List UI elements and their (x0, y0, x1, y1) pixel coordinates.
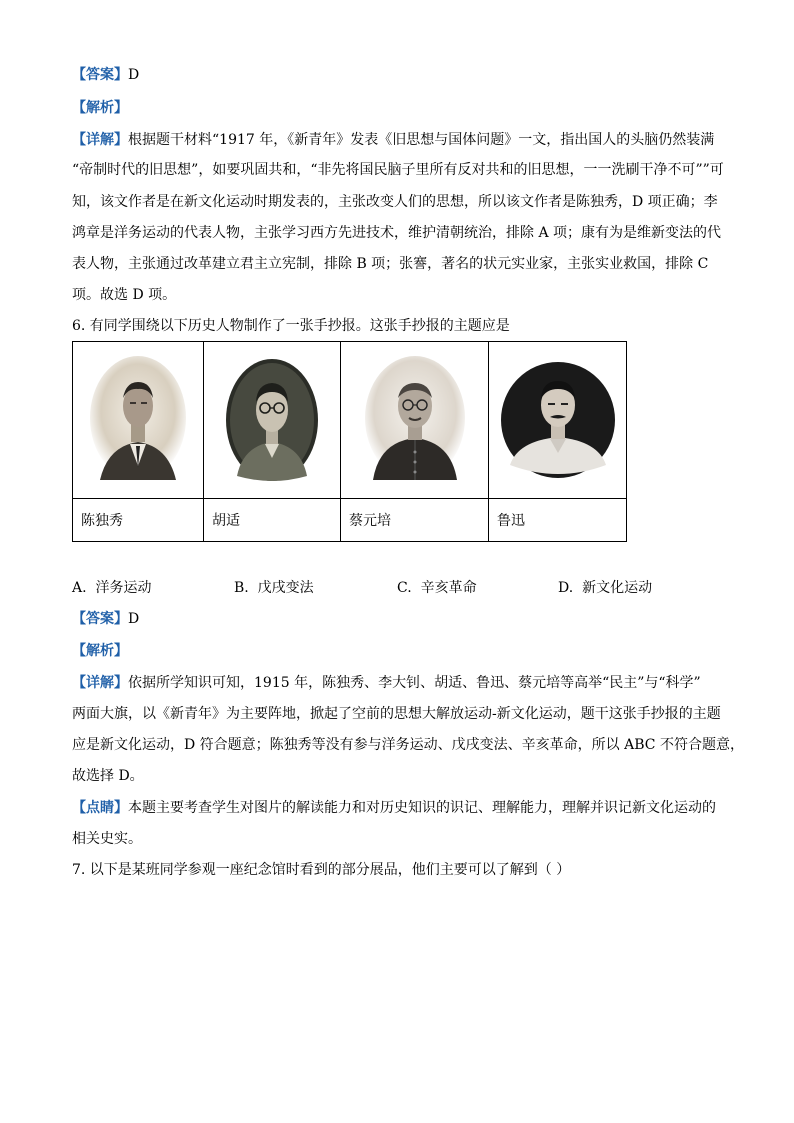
option-d (558, 578, 652, 598)
option-text: 新文化运动 (582, 580, 653, 596)
comment-line (72, 798, 716, 818)
person-name: 陈独秀 (73, 499, 204, 542)
option-b (234, 578, 314, 598)
detail-text: 依据所学知识可知，1915 年，陈独秀、李大钊、胡适、鲁迅、蔡元培等高举“民主”与“科学” (128, 675, 701, 691)
detail-line: 表人物，主张通过改革建立君主立宪制，排除 B 项；张謇，著名的状元实业家，主张实业救国，排除 C (72, 256, 709, 272)
photo-cell (73, 342, 204, 499)
portrait-hu-shi (225, 358, 319, 482)
detail-line (72, 673, 701, 693)
person-name: 鲁迅 (489, 499, 627, 542)
answer-tag: 【答案】 (72, 67, 128, 83)
analysis-tag: 【解析】 (72, 643, 128, 659)
detail-tag: 【详解】 (72, 132, 128, 148)
option-c (397, 578, 477, 598)
option-text: 辛亥革命 (420, 580, 477, 596)
option-a (72, 578, 151, 598)
answer-value: D (128, 67, 140, 83)
comment-line: 相关史实。 (72, 831, 142, 847)
answer-value: D (128, 611, 140, 627)
portrait-table (72, 341, 627, 542)
detail-line (72, 130, 714, 150)
comment-tag: 【点睛】 (72, 800, 128, 816)
detail-text: 根据题干材料“1917 年，《新青年》发表《旧思想与国体问题》一文，指出国人的头脑仍然装满 (128, 132, 715, 148)
option-letter: A. (72, 580, 87, 596)
portrait-lu-xun (500, 361, 616, 479)
detail-line: 故选择 D。 (72, 768, 144, 784)
detail-line: 两面大旗，以《新青年》为主要阵地，掀起了空前的思想大解放运动-新文化运动，题干这张手抄报的主题 (72, 706, 721, 722)
option-letter: D. (558, 580, 574, 596)
detail-tag: 【详解】 (72, 675, 128, 691)
person-name: 蔡元培 (341, 499, 489, 542)
question-stem: 7. 以下是某班同学参观一座纪念馆时看到的部分展品，他们主要可以了解到（ ） (72, 862, 571, 878)
q6-answer-line (72, 609, 139, 629)
option-text: 戊戌变法 (257, 580, 314, 596)
detail-line: 知，该文作者是在新文化运动时期发表的，主张改变人们的思想，所以该文作者是陈独秀，D 项正确；李 (72, 194, 718, 210)
option-letter: B. (234, 580, 249, 596)
comment-text: 本题主要考查学生对图片的解读能力和对历史知识的识记、理解能力，理解并识记新文化运动的 (128, 800, 716, 816)
analysis-tag: 【解析】 (72, 100, 128, 116)
q5-answer-line (72, 65, 139, 85)
detail-line: 鸿章是洋务运动的代表人物，主张学习西方先进技术，维护清朝统治，排除 A 项；康有为是维新变法的代 (72, 225, 722, 241)
detail-line: 项。故选 D 项。 (72, 287, 177, 303)
option-text: 洋务运动 (95, 580, 152, 596)
question-stem: 6. 有同学围绕以下历史人物制作了一张手抄报。这张手抄报的主题应是 (72, 318, 510, 334)
person-name: 胡适 (204, 499, 341, 542)
photo-cell (489, 342, 627, 499)
photo-cell (341, 342, 489, 499)
portrait-cai-yuanpei (363, 356, 467, 484)
portrait-chen-duxiu (88, 356, 188, 484)
answer-tag: 【答案】 (72, 611, 128, 627)
detail-line: “帝制时代的旧思想”，如要巩固共和，“非先将国民脑子里所有反对共和的旧思想，一一洗刷干净不可””可 (72, 162, 724, 178)
option-letter: C. (397, 580, 412, 596)
photo-cell (204, 342, 341, 499)
detail-line: 应是新文化运动，D 符合题意；陈独秀等没有参与洋务运动、戊戌变法、辛亥革命，所以 ABC 不符合题意， (72, 737, 744, 753)
